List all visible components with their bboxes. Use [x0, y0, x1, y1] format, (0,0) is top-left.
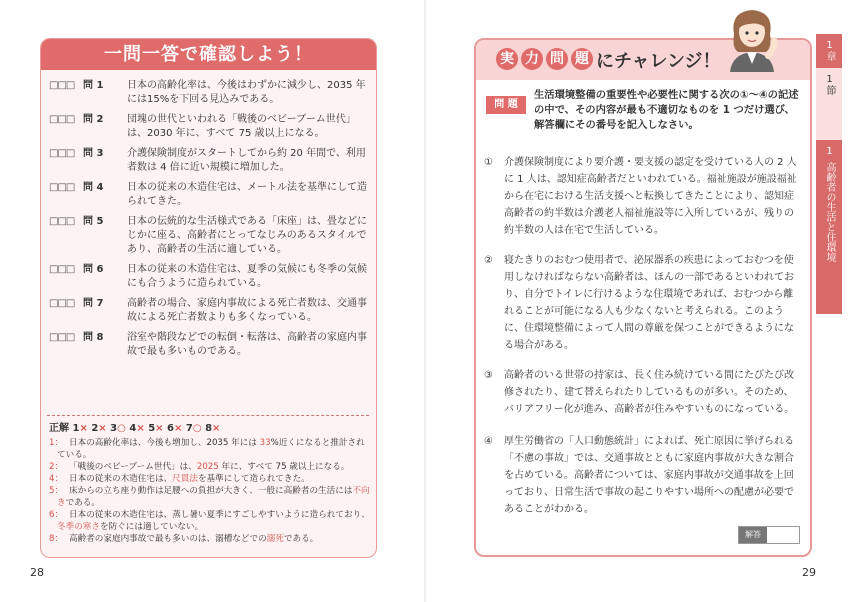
explanation-highlight: 2025: [196, 462, 219, 472]
quiz-panel: [40, 38, 377, 558]
title-char: 実: [496, 48, 518, 70]
question-number: 問 1: [83, 80, 104, 91]
explanation: [49, 437, 371, 461]
section-highlight: [816, 68, 842, 140]
answer-num: 2: [91, 423, 99, 434]
explanation-number: 5：: [49, 486, 64, 496]
checkbox-icon[interactable]: □□□: [49, 114, 75, 125]
answer-section: [49, 423, 371, 545]
explanation: [49, 473, 371, 485]
checkbox-icon[interactable]: □□□: [49, 332, 75, 343]
chapter-tab[interactable]: [816, 34, 842, 314]
question-text: 日本の従来の木造住宅は、メートル法を基準にして造られてきた。: [127, 182, 367, 207]
explanation-text: 年に、すべて 75 歳以上になる。: [218, 462, 350, 472]
choice-text: 寝たきりのおむつ使用者で、泌尿器系の疾患によっておむつを使用しなければならない高齢者は、ほんの一部であるといわれており、自分でトイレに行けるような住環境であれば、おむつから離れることが可能になる人も少なくないと考えられる。このように、住環境整備によって人間の尊厳を保つことができるようになる場合がある。: [504, 255, 794, 351]
question-number: 問 8: [83, 332, 104, 343]
question-item: [49, 331, 371, 359]
explanation-text: である。: [283, 534, 319, 544]
question-item: [49, 181, 371, 209]
explanation: [49, 461, 371, 473]
explanation-text: を防ぐには適していない。: [99, 522, 204, 532]
section-label: 1節: [824, 74, 835, 95]
question-number: 問 5: [83, 216, 104, 227]
topic-title: 高齢者の生活と住環境: [824, 162, 835, 262]
explanation-text: を基準にして造られてきた。: [197, 474, 310, 484]
answer-mark: ×: [136, 423, 145, 434]
answer-mark: ×: [98, 423, 107, 434]
question-number: 問 4: [83, 182, 104, 193]
chapter-label: 1章: [824, 40, 835, 61]
explanation-highlight: 尺貫法: [172, 474, 198, 484]
choice-item: [484, 252, 802, 354]
checkbox-icon[interactable]: □□□: [49, 298, 75, 309]
explanation: [49, 533, 371, 545]
problem-text: 生活環境整備の重要性や必要性に関する次の①～④の記述の中で、その内容が最も不適切なものを 1 つだけ選び、解答欄にその番号を記入しなさい。: [534, 89, 799, 131]
answer-label: 正解: [49, 423, 69, 434]
explanation-highlight: 冬季の寒さ: [57, 522, 100, 532]
question-item: [49, 215, 371, 257]
question-text: 高齢者の場合、家庭内事故による死亡者数は、交通事故による死亡者数よりも多くなっている。: [127, 298, 367, 323]
explanation-number: 4：: [49, 474, 64, 484]
answer-mark: ×: [79, 423, 88, 434]
answer-key: [49, 423, 371, 435]
challenge-panel: [474, 38, 812, 557]
page-number-left: 28: [30, 566, 44, 579]
answer-num: 5: [148, 423, 156, 434]
explanation-highlight: 不向き: [57, 486, 370, 508]
answer-box-label: 解答: [739, 527, 767, 543]
checkbox-icon[interactable]: □□□: [49, 264, 75, 275]
question-number: 問 7: [83, 298, 104, 309]
checkbox-icon[interactable]: □□□: [49, 148, 75, 159]
choice-item: [484, 433, 802, 518]
answer-mark: ×: [174, 423, 183, 434]
choice-text: 高齢者のいる世帯の持家は、長く住み続けている間にたびたび改修されたり、建て替えられたりしているものが多い。そのため、バリアフリー化が進み、高齢者が住みやすいものになっている。: [504, 370, 795, 415]
answer-num: 8: [205, 423, 213, 434]
answer-num: 4: [129, 423, 137, 434]
explanation-text: である。: [65, 498, 100, 508]
explanation-number: 2：: [49, 462, 64, 472]
answer-mark: ○: [117, 423, 126, 434]
question-item: [49, 79, 371, 107]
explanation-text: 日本の高齢化率は、今後も増加し、2035 年には: [69, 438, 260, 448]
title-char: 問: [546, 48, 568, 70]
explanation-highlight: 33: [259, 438, 271, 448]
answer-mark: ×: [155, 423, 164, 434]
explanation-text: 日本の従来の木造住宅は、蒸し暑い夏季にすごしやすいように造られており、: [69, 510, 370, 520]
question-text: 日本の伝統的な生活様式である「床座」は、畳などにじかに座る、高齢者にとってなじみのあるスタイルであり、高齢者の生活に適している。: [127, 216, 367, 255]
choice-item: [484, 154, 802, 239]
explanation-number: 6：: [49, 510, 64, 520]
choice-text: 介護保険制度により要介護・要支援の認定を受けている人の 2 人に 1 人は、認知症高齢者だといわれている。福祉施設が施設福祉から在宅における生活支援へと転換してきたことにより、認知症高齢者の約半数は介護老人福祉施設等に入所しているが、残りの約半数の人は在宅で生活している。: [504, 157, 797, 236]
page-number-right: 29: [802, 566, 816, 579]
answer-mark: ×: [212, 423, 221, 434]
question-item: [49, 147, 371, 175]
question-text: 浴室や階段などでの転倒・転落は、高齢者の家庭内事故で最も多いものである。: [127, 332, 367, 357]
explanation-text: 「戦後のベビーブーム世代」は、: [69, 462, 197, 472]
choice-text: 厚生労働省の「人口動態統計」によれば、死亡原因に挙げられる「不慮の事故」では、交通事故とともに家庭内事故が大きな割合を占めている。高齢者については、家庭内事故が交通事故を上回っており、日常生活で事故の起こりやすい場所への配慮が必要であることがわかる。: [504, 436, 794, 515]
answer-num: 6: [167, 423, 175, 434]
answer-box[interactable]: [738, 526, 800, 544]
explanation-text: 日本の従来の木造住宅は、: [69, 474, 173, 484]
question-item: [49, 297, 371, 325]
explanation-highlight: 溺死: [266, 534, 284, 544]
question-text: 日本の高齢化率は、今後はわずかに減少し、2035 年には15%を下回る見込みである。: [127, 80, 366, 105]
answer-mark: ○: [192, 423, 202, 434]
question-number: 問 2: [83, 114, 104, 125]
title-char: 力: [521, 48, 543, 70]
explanation-text: %近くになると推計されている。: [57, 438, 365, 460]
answer-num: 3: [110, 423, 118, 434]
question-text: 介護保険制度がスタートしてから約 20 年間で、利用者数は 4 倍に近い規模に増加した。: [127, 148, 366, 173]
explanation: [49, 509, 371, 533]
answer-divider: [47, 415, 369, 416]
answer-num: 1: [72, 423, 80, 434]
question-item: [49, 263, 371, 291]
page-gutter: [424, 0, 426, 602]
explanation-number: 1：: [49, 438, 64, 448]
choice-number: ②: [484, 255, 493, 266]
choice-item: [484, 367, 802, 418]
choice-number: ③: [484, 370, 493, 381]
explanation-text: 床からの立ち座り動作は足腰への負担が大きく、一般に高齢者の生活には: [69, 486, 353, 496]
answer-num: 7: [185, 423, 193, 434]
choice-number: ④: [484, 436, 493, 447]
question-list: [49, 79, 371, 365]
question-text: 日本の従来の木造住宅は、夏季の気候にも冬季の気候にも合うように造られている。: [127, 264, 367, 289]
question-text: 団塊の世代といわれる「戦後のベビーブーム世代」は、2030 年に、すべて 75 歳以上になる。: [127, 114, 356, 139]
topic-number: 1: [824, 146, 835, 157]
explanation-number: 8：: [49, 534, 64, 544]
question-number: 問 6: [83, 264, 104, 275]
checkbox-icon[interactable]: □□□: [49, 216, 75, 227]
explanation-text: 高齢者の家庭内事故で最も多いのは、溺槽などでの: [69, 534, 267, 544]
challenge-title: にチャレンジ！: [596, 51, 721, 72]
explanation: [49, 485, 371, 509]
title-char: 題: [571, 48, 593, 70]
teacher-illustration-icon: [720, 4, 784, 72]
choice-number: ①: [484, 157, 493, 168]
checkbox-icon[interactable]: □□□: [49, 80, 75, 91]
question-item: [49, 113, 371, 141]
problem-label: 問 題: [486, 96, 526, 114]
question-number: 問 3: [83, 148, 104, 159]
quiz-title: 一問一答で確認しよう！: [41, 39, 376, 70]
checkbox-icon[interactable]: □□□: [49, 182, 75, 193]
